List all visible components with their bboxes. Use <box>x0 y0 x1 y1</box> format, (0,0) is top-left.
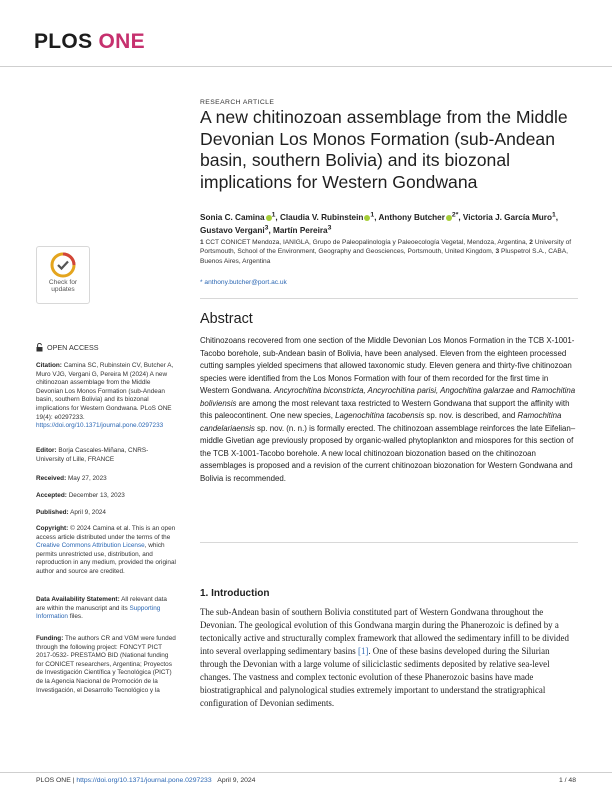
header-divider <box>0 66 612 67</box>
license-link[interactable]: Creative Commons Attribution License <box>36 542 145 550</box>
divider <box>200 298 578 299</box>
article-type: RESEARCH ARTICLE <box>200 99 275 106</box>
abstract-heading: Abstract <box>200 311 253 327</box>
introduction-text: The sub-Andean basin of southern Bolivia constituted part of Western Gondwana throughout the Devonian. The geological evolution of this Gondwana margin during the Phanerozoic is defined by a tectonically active and structurally complex framework that allowed the sedimentary infill to be divided into several overlapping sedimentary basins [1]. One of these basins developed during the Silurian through the Devonian with a large volume of siliciclastic sediments deposited by relative sea-level changes. The vastness and complex tectonic evolution of these Phanerozoic basins have made biostratigraphical and palynological studies extremely important to understand the stratigraphical configuration of Devonian sediments. <box>200 607 569 708</box>
supporting-info-link[interactable]: Supporting Information <box>36 604 161 621</box>
reference-link[interactable]: [1] <box>357 646 369 656</box>
citation-doi-link[interactable]: https://doi.org/10.1371/journal.pone.0297233 <box>36 422 164 430</box>
footer-journal: PLOS ONE <box>36 777 71 784</box>
footer-date: April 9, 2024 <box>217 777 256 784</box>
open-access-text: OPEN ACCESS <box>47 343 99 352</box>
author[interactable]: Claudia V. Rubinstein $^1$, <box>279 211 377 222</box>
page-number: 1 / 48 <box>558 777 576 784</box>
footer-divider <box>0 772 612 773</box>
abstract-text: Chitinozoans recovered from one section of the Middle Devonian Los Monos Formation in the TCB X-1001-Tacobo borehole, sub-Andean basin of Bolivia, have been analysed. Eleven from the eighteen processed cutting samples yielded specimens that allowed taxonomic study. Eleven genera and thirty-five chitinozoan species were identified from the Los Monos Formation with four of them recorded for the first time in Western Gondwana. Ancyrochitina biconstricta, Ancyrochitina parisi, Angochitina galarzae and Ramochitina boliviensis are among the most relevant taxa restricted to Western Gondwana that support the affinity with this paleocontinent. One new species, Lagenochitina tacobensis sp. nov. is described, and Ramochitina candelariaensis sp. nov. (n. n.) is formally erected. The chitinozoan assemblage reinforces the late Eifelian–middle Givetian age previously proposed by organic-walled phytoplankton and miospores for this section of the TCB X-1001-Tacobo borehole. A new local chitinozoan biozonation based on the chitinozoan assemblages is proposed and a revision of the current chitinozoan biozonation for Western Gondwana and Bolivia is recommended. <box>200 336 576 483</box>
page-footer: PLOS ONE | https://doi.org/10.1371/journal.pone.0297233 April 9, 2024 1 / 48 <box>36 777 576 784</box>
divider <box>200 542 578 543</box>
funding-block: Funding: The authors CR and VGM were funded through the following project: FONCYT PICT 2017-0532- PRESTAMO BID (National funding for CONICET researchers, Argentina; Proyectos de Investigación Científica y Tecnológica (PICT) de la Agencia Nacional de Promoción de la Investigación, el Desarrollo Tecnológico y la <box>36 635 176 694</box>
logo-plos: PLOS <box>34 30 93 53</box>
logo-one: ONE <box>98 30 145 53</box>
corresponding-email[interactable]: * anthony.butcher@port.ac.uk <box>200 279 287 286</box>
author-list <box>200 209 578 236</box>
accepted-block: Accepted: December 13, 2023 <box>36 492 125 499</box>
article-title: A new chitinozoan assemblage from the Middle Devonian Los Monos Formation (sub-Andean basin, southern Bolivia) and its biozonal implications for Western Gondwana <box>200 107 568 192</box>
copyright-block: Copyright: © 2024 Camina et al. This is an open access article distributed under the terms of the Creative Commons Attribution License, which permits unrestricted use, distribution, and reproduction in any medium, provided the original author and source are credited. <box>36 525 176 575</box>
received-block: Received: May 27, 2023 <box>36 475 107 482</box>
open-access-label <box>36 343 99 352</box>
check-updates-icon <box>50 252 76 278</box>
check-for-updates-badge[interactable] <box>36 246 90 304</box>
author[interactable]: Martín Pereira$^3$ <box>273 224 332 236</box>
author[interactable]: Gustavo Vergani$^3$, <box>200 224 271 236</box>
journal-logo <box>34 30 145 54</box>
data-availability-block: Data Availability Statement: All relevant data are within the manuscript and its Supporting Information files. <box>36 596 167 621</box>
footer-doi-link[interactable]: https://doi.org/10.1371/journal.pone.0297233 <box>76 777 212 784</box>
affiliations: 1 CCT CONICET Mendoza, IANIGLA, Grupo de Paleopalinología y Paleoecología Vegetal, Mendoza, Argentina, 2 University of Portsmouth, School of the Environment, Geography and Geosciences, Portsmouth, United Kingdom, 3 Pluspetrol S.A., CABA, Buenos Aires, Argentina <box>200 239 572 265</box>
check-updates-label: Check for updates <box>48 279 78 294</box>
citation-block: Citation: Camina SC, Rubinstein CV, Butcher A, Muro VJG, Vergani G, Pereira M (2024) A new chitinozoan assemblage from the Middle Devonian Los Monos Formation (sub-Andean basin, southern Bolivia) and its biozonal implications for Western Gondwana. PLoS ONE 19(4): e0297233. https://doi.org/10.1371/journal.pone.0297233 <box>36 362 174 430</box>
author[interactable]: Victoria J. García Muro$^1$, <box>462 211 559 222</box>
published-block: Published: April 9, 2024 <box>36 509 106 516</box>
editor-block: Editor: Borja Cascales-Miñana, CNRS-University of Lille, FRANCE <box>36 447 149 463</box>
author[interactable]: Anthony Butcher $^{2*}$, <box>378 211 461 222</box>
unlock-icon <box>36 343 43 352</box>
introduction-heading: 1. Introduction <box>200 588 270 599</box>
author[interactable]: Sonia C. Camina $^1$, <box>200 211 278 222</box>
